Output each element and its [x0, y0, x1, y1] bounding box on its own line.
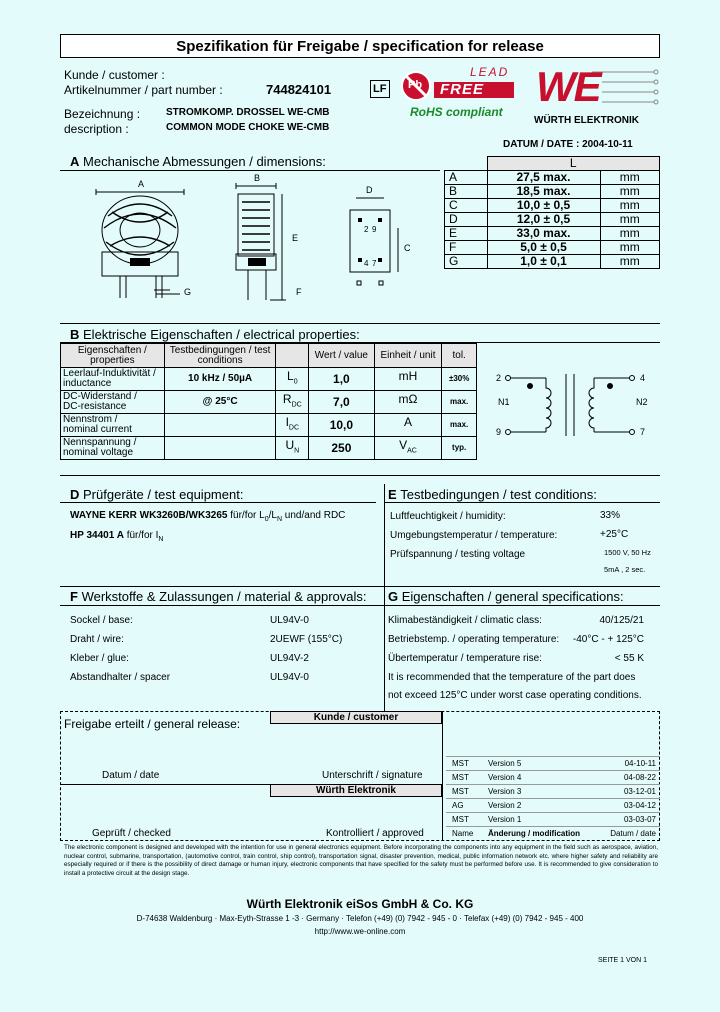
approved-label: Kontrolliert / approved [326, 828, 424, 839]
mechanical-drawing [60, 172, 440, 322]
dimension-value: 1,0 ± 0,1 [487, 255, 600, 269]
dimension-value: 33,0 max. [487, 227, 600, 241]
company-name: Würth Elektronik eiSos GmbH & Co. KG [246, 897, 474, 911]
part-number: 744824101 [266, 82, 332, 97]
dim-label-c: C [404, 243, 411, 253]
dimension-unit: mm [600, 255, 660, 269]
hdr-symbol [276, 344, 309, 368]
material-value: UL94V-0 [270, 672, 309, 683]
section-d-title: D Prüfgeräte / test equipment: [70, 487, 244, 502]
dimension-key: E [445, 227, 488, 241]
pin-label-9: 9 [372, 225, 377, 234]
property-cell: Nennstrom / nominal current [61, 414, 165, 437]
checked-label: Geprüft / checked [92, 828, 171, 839]
electrical-row [61, 368, 477, 391]
version-header-row [446, 826, 660, 841]
section-f-title: F Werkstoffe & Zulassungen / material & approvals: [70, 589, 367, 604]
value-cell: 10,0 [309, 414, 375, 437]
section-a-title: A Mechanische Abmessungen / dimensions: [70, 154, 326, 169]
sch-n1: N1 [498, 397, 510, 407]
electrical-table [60, 343, 477, 460]
choke-drawing-icon [60, 172, 440, 322]
test-condition-key: Luftfeuchtigkeit / humidity: [390, 511, 506, 522]
condition-cell: @ 25°C [164, 391, 276, 414]
dimensions-table [444, 156, 660, 269]
customer-header: Kunde / customer [270, 711, 442, 724]
version-date: Datum / date [610, 829, 656, 838]
section-e-title: E Testbedingungen / test conditions: [388, 487, 597, 502]
dim-label-a: A [138, 179, 145, 189]
spec-key: Klimabeständigkeit / climatic class: [388, 615, 542, 626]
dimension-value: 27,5 max. [487, 171, 600, 185]
electrical-row [61, 414, 477, 437]
equipment-line-2: HP 34401 A für/for $I_N$ [70, 530, 164, 543]
schematic-icon [490, 366, 660, 446]
sch-pin-7: 7 [640, 427, 646, 437]
dimension-value: 5,0 ± 0,5 [487, 241, 600, 255]
sch-n2: N2 [636, 397, 648, 407]
symbol-cell: $L_0$ [276, 368, 309, 391]
electrical-row [61, 437, 477, 460]
company-web[interactable]: http://www.we-online.com [314, 927, 406, 936]
title-box [60, 34, 660, 58]
test-condition-key: Prüfspannung / testing voltage [390, 549, 526, 560]
release-label: Freigabe erteilt / general release: [64, 717, 241, 731]
equipment-line-1: WAYNE KERR WK3260B/WK3265 für/for $L_0/L_N$ und/and RDC [70, 510, 346, 523]
dim-label-d: D [366, 185, 373, 195]
dimension-value: 12,0 ± 0,5 [487, 213, 600, 227]
test-condition-value: 5mA , 2 sec. [604, 565, 646, 574]
hdr-unit: Einheit / unit [374, 344, 442, 368]
test-condition-value: 33% [600, 510, 621, 521]
dimension-unit: mm [600, 213, 660, 227]
property-cell: Nennspannung / nominal voltage [61, 437, 165, 460]
dimensions-body [445, 171, 660, 269]
tolerance-cell: typ. [442, 437, 477, 460]
dimension-row [445, 171, 660, 185]
material-key: Abstandhalter / spacer [70, 672, 171, 683]
dimension-row [445, 213, 660, 227]
pin-label-2: 2 [364, 225, 369, 234]
dimension-key: C [445, 199, 488, 213]
version-row [446, 770, 660, 785]
spec-value: -40°C - + 125°C [572, 634, 644, 645]
unit-cell: A [374, 414, 442, 437]
hdr-properties: Eigenschaften / properties [61, 344, 165, 368]
dimension-row [445, 199, 660, 213]
electrical-header-row [61, 344, 477, 368]
dim-label-e: E [292, 233, 299, 243]
designation-label: Bezeichnung : [64, 107, 141, 121]
pin-label-7: 7 [372, 259, 377, 268]
dim-label-b: B [254, 173, 261, 183]
dim-label-f: F [296, 287, 302, 297]
symbol-cell: $R_{DC}$ [276, 391, 309, 414]
material-key: Sockel / base: [70, 615, 133, 626]
version-author: MST [452, 773, 469, 782]
test-condition-value: 1500 V, 50 Hz [604, 548, 651, 557]
company-address: D-74638 Waldenburg · Max-Eyth-Strasse 1 -3 · Germany · Telefon (+49) (0) 7942 - 945 - 0 · Telefax (+49) (0) 7942 - 945 - 400 [136, 914, 584, 923]
version-author: MST [452, 815, 469, 824]
hdr-conditions: Testbedingungen / test conditions [164, 344, 276, 368]
dimensions-header-row [445, 157, 660, 171]
dimension-key: F [445, 241, 488, 255]
version-date: 03-04-12 [623, 801, 656, 810]
sch-pin-2: 2 [496, 373, 502, 383]
version-row [446, 784, 660, 799]
page-title: Spezifikation für Freigabe / specification for release [176, 38, 544, 55]
spec-key: Übertemperatur / temperature rise: [388, 653, 542, 664]
pb-text: Pb [408, 79, 423, 91]
dim-label-g: G [184, 287, 192, 297]
pin-label-4: 4 [364, 259, 369, 268]
dimension-unit: mm [600, 227, 660, 241]
date-label: Datum / date [102, 770, 160, 781]
dimension-unit: mm [600, 171, 660, 185]
sch-pin-4: 4 [640, 373, 646, 383]
we-name: WÜRTH ELEKTRONIK [534, 115, 639, 126]
version-label: Version 1 [488, 815, 522, 824]
tolerance-cell: ±30% [442, 368, 477, 391]
dimension-key: G [445, 255, 488, 269]
version-author: MST [452, 759, 469, 768]
dimensions-col-header: L [487, 157, 660, 171]
we-header: Würth Elektronik [270, 784, 442, 797]
dimension-value: 10,0 ± 0,5 [487, 199, 600, 213]
customer-label: Kunde / customer : [64, 68, 165, 82]
spec-value: < 55 K [614, 653, 644, 664]
version-date: 03-12-01 [623, 787, 656, 796]
dimension-row [445, 227, 660, 241]
version-label: Version 2 [488, 801, 522, 810]
version-author: Name [452, 829, 474, 838]
section-g-title: G Eigenschaften / general specifications: [388, 589, 624, 604]
condition-cell [164, 437, 276, 460]
description-value: COMMON MODE CHOKE WE-CMB [166, 122, 330, 133]
dimension-row [445, 185, 660, 199]
spec-key: Betriebstemp. / operating temperature: [388, 634, 560, 645]
dimension-unit: mm [600, 241, 660, 255]
dimension-row [445, 255, 660, 269]
we-mark: WE [536, 63, 600, 110]
dimension-row [445, 241, 660, 255]
version-label: Version 4 [488, 773, 522, 782]
section-b-title: B Elektrische Eigenschaften / electrical properties: [70, 327, 360, 342]
version-label: Änderung / modification [488, 829, 580, 838]
schematic [490, 366, 660, 446]
condition-cell: 10 kHz / 50µA [164, 368, 276, 391]
material-value: 2UEWF (155°C) [270, 634, 343, 645]
version-row [446, 812, 660, 827]
dimension-value: 18,5 max. [487, 185, 600, 199]
unit-cell: $V_{AC}$ [374, 437, 442, 460]
tolerance-cell: max. [442, 414, 477, 437]
lead-text: LEAD [470, 65, 510, 79]
sch-pin-9: 9 [496, 427, 502, 437]
free-text: FREE [440, 81, 485, 98]
spec-value: 40/125/21 [599, 615, 644, 626]
version-label: Version 3 [488, 787, 522, 796]
material-value: UL94V-2 [270, 653, 309, 664]
hdr-value: Wert / value [309, 344, 375, 368]
material-key: Kleber / glue: [70, 653, 129, 664]
hdr-tol: tol. [442, 344, 477, 368]
lead-free-logo [400, 66, 518, 120]
rohs-text: RoHS compliant [410, 105, 503, 119]
version-row [446, 756, 660, 771]
version-date: 04-10-11 [624, 759, 656, 768]
dimension-unit: mm [600, 185, 660, 199]
description-label: description : [64, 122, 129, 136]
disclaimer: The electronic component is designed and developed with the intention for use in general electronics equipment. Before incorporating the components into any equipment in the field such as aerospace, aviation, nuclear control, submarine, transportation, (automotive control, train control, ship control), transportation signal, disaster prevention, medical, public information network etc. where higher safety and reliability are especially required or if there is the possibility of direct damage or human injury, electronic components that have specified for the safety must be performed before use. It is recommended to give consideration to install a protective circuit at the design stage. [64, 844, 658, 877]
version-date: 04-08-22 [623, 773, 656, 782]
test-condition-key: Umgebungstemperatur / temperature: [390, 530, 558, 541]
material-key: Draht / wire: [70, 634, 124, 645]
dimension-key: D [445, 213, 488, 227]
unit-cell: mH [374, 368, 442, 391]
version-date: 03-03-07 [623, 815, 656, 824]
spec-note-1: It is recommended that the temperature of the part does [388, 672, 636, 683]
date-text: DATUM / DATE : 2004-10-11 [503, 139, 633, 150]
unit-cell: mΩ [374, 391, 442, 414]
value-cell: 1,0 [309, 368, 375, 391]
version-row [446, 798, 660, 813]
version-label: Version 5 [488, 759, 522, 768]
tolerance-cell: max. [442, 391, 477, 414]
value-cell: 250 [309, 437, 375, 460]
spec-note-2: not exceed 125°C under worst case operating conditions. [388, 690, 642, 701]
designation-value: STROMKOMP. DROSSEL WE-CMB [166, 107, 330, 118]
material-value: UL94V-0 [270, 615, 309, 626]
dimension-key: B [445, 185, 488, 199]
condition-cell [164, 414, 276, 437]
lf-badge: LF [370, 80, 390, 98]
property-cell: DC-Widerstand / DC-resistance [61, 391, 165, 414]
electrical-body [61, 368, 477, 460]
dimension-unit: mm [600, 199, 660, 213]
version-author: AG [452, 801, 464, 810]
electrical-row [61, 391, 477, 414]
signature-label: Unterschrift / signature [322, 770, 423, 781]
we-logo [532, 64, 662, 134]
test-condition-value: +25°C [600, 529, 629, 540]
part-label: Artikelnummer / part number : [64, 83, 223, 97]
property-cell: Leerlauf-Induktivität / inductance [61, 368, 165, 391]
dimension-key: A [445, 171, 488, 185]
value-cell: 7,0 [309, 391, 375, 414]
version-author: MST [452, 787, 469, 796]
symbol-cell: $I_{DC}$ [276, 414, 309, 437]
page-number: SEITE 1 VON 1 [598, 957, 648, 964]
symbol-cell: $U_N$ [276, 437, 309, 460]
